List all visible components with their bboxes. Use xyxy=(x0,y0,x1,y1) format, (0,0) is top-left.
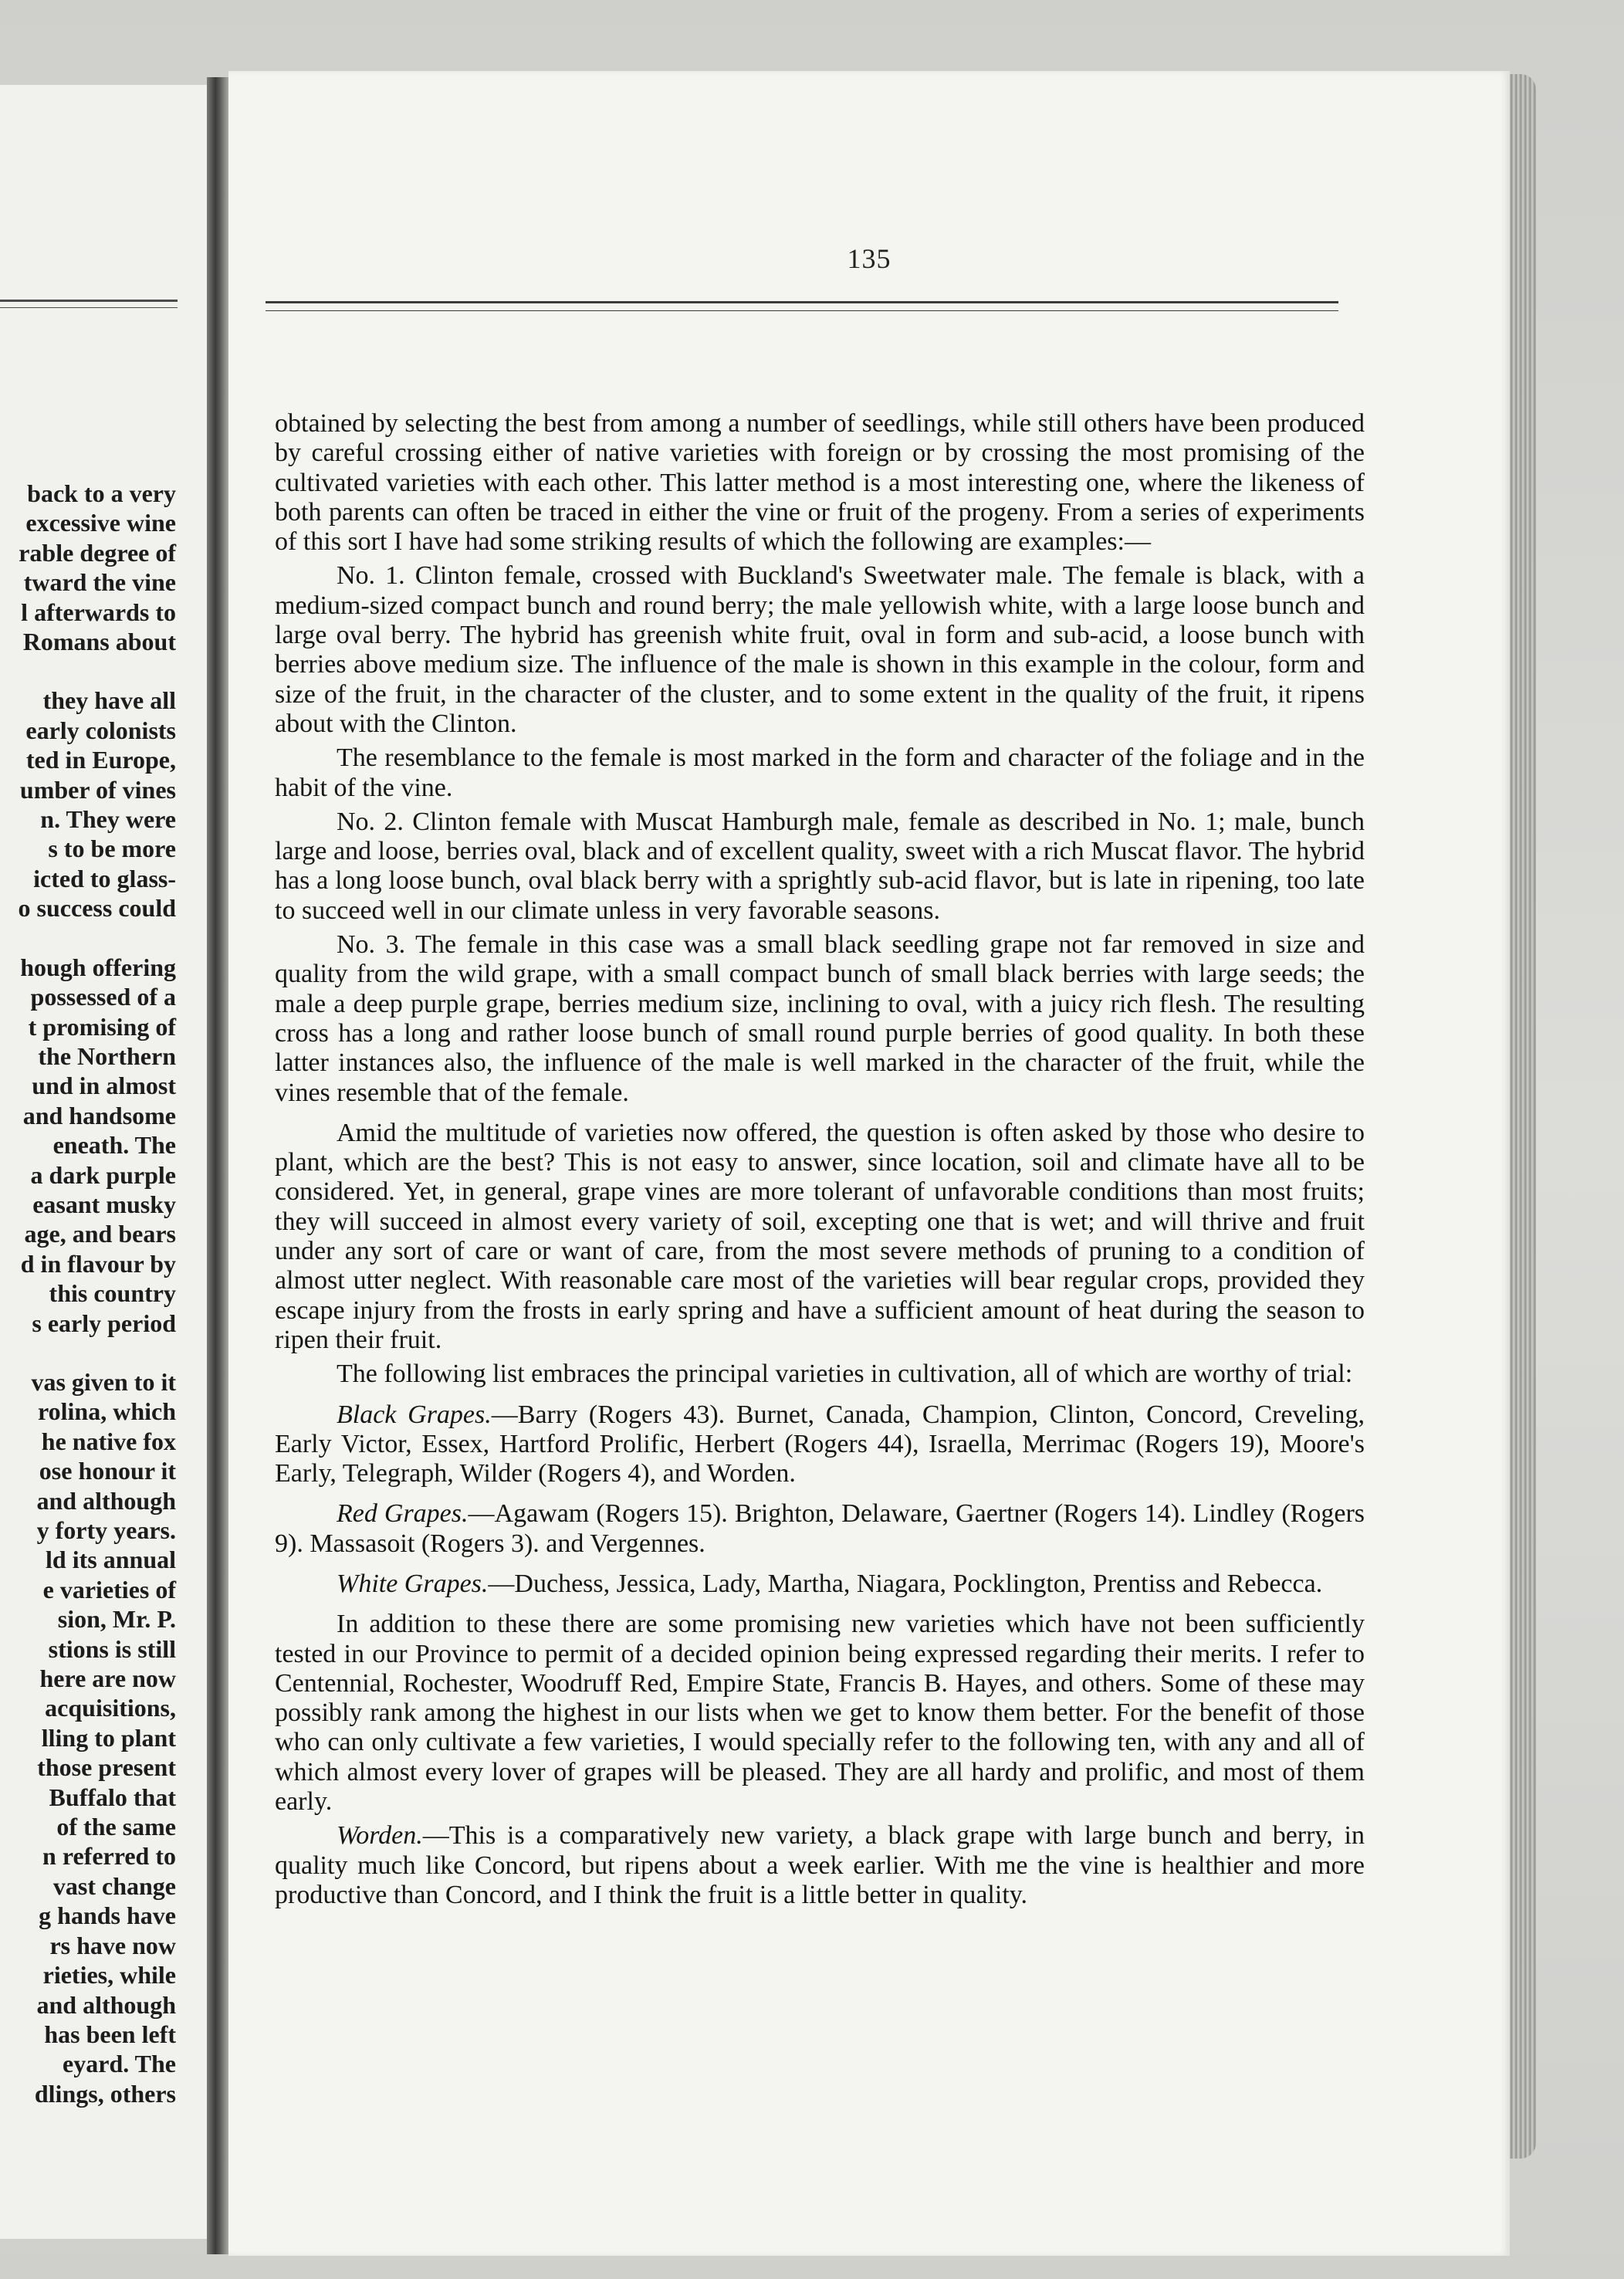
previous-page-line: vast change xyxy=(52,1871,176,1900)
previous-page-line: early colonists xyxy=(25,716,176,744)
previous-page-line: a dark purple xyxy=(30,1160,176,1189)
variety-text: —This is a comparatively new variety, a black grape with large bunch and berry, in quality much like Concord, but ripens about a week earlier. With me the vine is healthier and more productive than Concord, and I think the fruit is a little better in quality. xyxy=(275,1821,1365,1909)
previous-page-line: Romans about xyxy=(22,628,176,656)
paragraph: obtained by selecting the best from among a number of seedlings, while still others have been produced by careful crossing either of native varieties with foreign or by crossing the most promising of the cultivated varieties with each other. This latter method is a most interesting one, where the likeness of both parents can often be traced in either the vine or fruit of the progeny. From a series of experiments of this sort I have had some striking results of which the following are examples:— xyxy=(275,409,1365,557)
previous-page-line: d in flavour by xyxy=(20,1249,176,1278)
list-label: Red Grapes. xyxy=(337,1499,469,1529)
previous-page-text-fragments xyxy=(0,479,176,2108)
list-text: —Barry (Rogers 43). Burnet, Canada, Champion, Clinton, Concord, Creveling, Early Victor, Essex, Hartford Prolific, Herbert (Rogers 44), Israella, Merrimac (Rogers 19), Moore's Early, Telegraph, Wilder (Rogers 4), and Worden. xyxy=(275,1400,1365,1488)
previous-page-line: and handsome xyxy=(22,1101,176,1129)
previous-page-line: age, and bears xyxy=(24,1220,176,1248)
list-text: —Agawam (Rogers 15). Brighton, Delaware, Gaertner (Rogers 14). Lindley (Rogers 9). Massasoit (Rogers 3). and Vergennes. xyxy=(275,1499,1365,1558)
variety-label: Worden. xyxy=(337,1821,423,1851)
previous-page-line: rable degree of xyxy=(19,538,176,567)
previous-page xyxy=(0,85,208,2239)
previous-page-line: the Northern xyxy=(38,1041,176,1070)
previous-page-line: eneath. The xyxy=(52,1131,176,1160)
previous-page-line xyxy=(0,923,176,953)
previous-page-line: and although xyxy=(36,1486,176,1515)
previous-page-line: this country xyxy=(49,1279,176,1308)
previous-page-line: umber of vines xyxy=(19,775,176,804)
book-gutter xyxy=(207,77,228,2254)
previous-page-line: sion, Mr. P. xyxy=(57,1605,176,1634)
paragraph: In addition to these there are some promising new varieties which have not been sufficiently tested in our Province to permit of a decided opinion being expressed regarding their merits. I refer to Centennial, Rochester, Woodruff Red, Empire State, Francis B. Hayes, and others. Some of these may possibly rank among the highest in our lists when we get to know them better. For the benefit of those who can only cultivate a few varieties, I would specially refer to the following ten, with any and all of which almost every lover of grapes will be pleased. They are all hardy and prolific, and most of them early. xyxy=(275,1610,1365,1817)
previous-page-line: t promising of xyxy=(28,1012,176,1041)
previous-page-header-rule xyxy=(0,300,178,302)
variety-list-white xyxy=(275,1570,1365,1599)
previous-page-line: g hands have xyxy=(39,1901,176,1930)
previous-page-line: lling to plant xyxy=(41,1723,176,1752)
previous-page-line: l afterwards to xyxy=(21,598,176,626)
page-number: 135 xyxy=(847,243,892,274)
previous-page-line: tward the vine xyxy=(23,568,176,597)
previous-page-line: und in almost xyxy=(32,1072,176,1100)
previous-page-line: s to be more xyxy=(48,835,176,863)
previous-page-header-rule-thin xyxy=(0,307,178,308)
previous-page-line: e varieties of xyxy=(42,1575,176,1603)
previous-page-line: possessed of a xyxy=(30,983,176,1011)
paragraph: Amid the multitude of varieties now offered, the question is often asked by those who desire to plant, which are the best? This is not easy to answer, since location, soil and climate have all to be considered. Yet, in general, grape vines are more tolerant of unfavorable conditions than most fruits; they will succeed in almost every variety of soil, excepting one that is wet; and will thrive and fruit under any sort of care or want of care, from the most severe methods of pruning to a condition of almost utter neglect. With reasonable care most of the varieties will bear regular crops, provided they escape injury from the frosts in early spring and have a sufficient amount of heat during the season to ripen their fruit. xyxy=(275,1118,1365,1354)
list-label: Black Grapes. xyxy=(337,1400,492,1429)
previous-page-line: eyard. The xyxy=(63,2050,176,2078)
previous-page-line: ld its annual xyxy=(46,1546,176,1574)
previous-page-line xyxy=(0,656,176,686)
previous-page-line: easant musky xyxy=(32,1190,176,1218)
previous-page-line: they have all xyxy=(42,686,176,715)
header-rule-thin xyxy=(266,310,1338,311)
list-text: —Duchess, Jessica, Lady, Martha, Niagara, Pocklington, Prentiss and Rebecca. xyxy=(488,1569,1323,1598)
previous-page-line: hough offering xyxy=(20,953,176,981)
previous-page-line: has been left xyxy=(44,2020,176,2048)
previous-page-line: he native fox xyxy=(41,1427,176,1455)
previous-page-line: rs have now xyxy=(49,1931,176,1959)
header-rule xyxy=(266,301,1338,303)
previous-page-line: o success could xyxy=(18,894,176,923)
previous-page-line: ose honour it xyxy=(39,1457,176,1485)
previous-page-line: dlings, others xyxy=(34,2079,176,2108)
previous-page-line: excessive wine xyxy=(25,509,176,537)
variety-list-black xyxy=(275,1400,1365,1489)
previous-page-line: ted in Europe, xyxy=(25,746,176,774)
previous-page-line: of the same xyxy=(56,1813,176,1841)
previous-page-line: s early period xyxy=(32,1309,176,1337)
previous-page-line: Buffalo that xyxy=(49,1783,176,1811)
current-page xyxy=(228,71,1510,2256)
previous-page-line: y forty years. xyxy=(36,1516,176,1544)
previous-page-line xyxy=(0,1338,176,1367)
previous-page-line: those present xyxy=(37,1753,176,1782)
paragraph: The resemblance to the female is most marked in the form and character of the foliage and in the habit of the vine. xyxy=(275,743,1365,802)
previous-page-line: acquisitions, xyxy=(45,1694,176,1722)
paragraph: No. 3. The female in this case was a small black seedling grape not far removed in size and quality from the wild grape, with a small compact bunch of small black berries with large seeds; the male a deep purple grape, berries medium size, inclining to oval, with a juicy rich flesh. The resulting cross has a long and rather loose bunch of small round purple berries of good quality. In both these latter instances also, the influence of the male is well marked in the character of the fruit, while the vines resemble that of the female. xyxy=(275,930,1365,1107)
previous-page-line: here are now xyxy=(39,1664,176,1693)
previous-page-line: vas given to it xyxy=(31,1367,176,1396)
variety-description-worden xyxy=(275,1821,1365,1910)
list-label: White Grapes. xyxy=(337,1569,489,1598)
previous-page-line: n referred to xyxy=(42,1842,176,1871)
previous-page-line: back to a very xyxy=(27,479,176,507)
paragraph: No. 2. Clinton female with Muscat Hamburgh male, female as described in No. 1; male, bunch large and loose, berries oval, black and of excellent quality, sweet with a rich Muscat flavor. The hybrid has a long loose bunch, oval black berry with a sprightly sub-acid flavor, but is late in ripening, too late to succeed well in our climate unless in very favorable seasons. xyxy=(275,807,1365,925)
previous-page-line: icted to glass- xyxy=(33,864,176,892)
previous-page-line: and although xyxy=(36,1990,176,2019)
paragraph: The following list embraces the principal varieties in cultivation, all of which are worthy of trial: xyxy=(337,1360,1353,1389)
previous-page-line: rolina, which xyxy=(38,1397,176,1426)
variety-list-red xyxy=(275,1499,1365,1559)
paragraph: No. 1. Clinton female, crossed with Buckland's Sweetwater male. The female is black, with a medium-sized compact bunch and round berry; the male yellowish white, with a large loose bunch and large oval berry. The hybrid has greenish white fruit, oval in form and sub-acid, a loose bunch with berries above medium size. The influence of the male is shown in this example in the colour, form and size of the fruit, in the character of the cluster, and to some extent in the quality of the fruit, it ripens about with the Clinton. xyxy=(275,561,1365,738)
page-body xyxy=(275,409,1365,1915)
previous-page-line: stions is still xyxy=(48,1634,176,1663)
previous-page-line: n. They were xyxy=(40,805,176,834)
previous-page-line: rieties, while xyxy=(42,1961,176,1989)
